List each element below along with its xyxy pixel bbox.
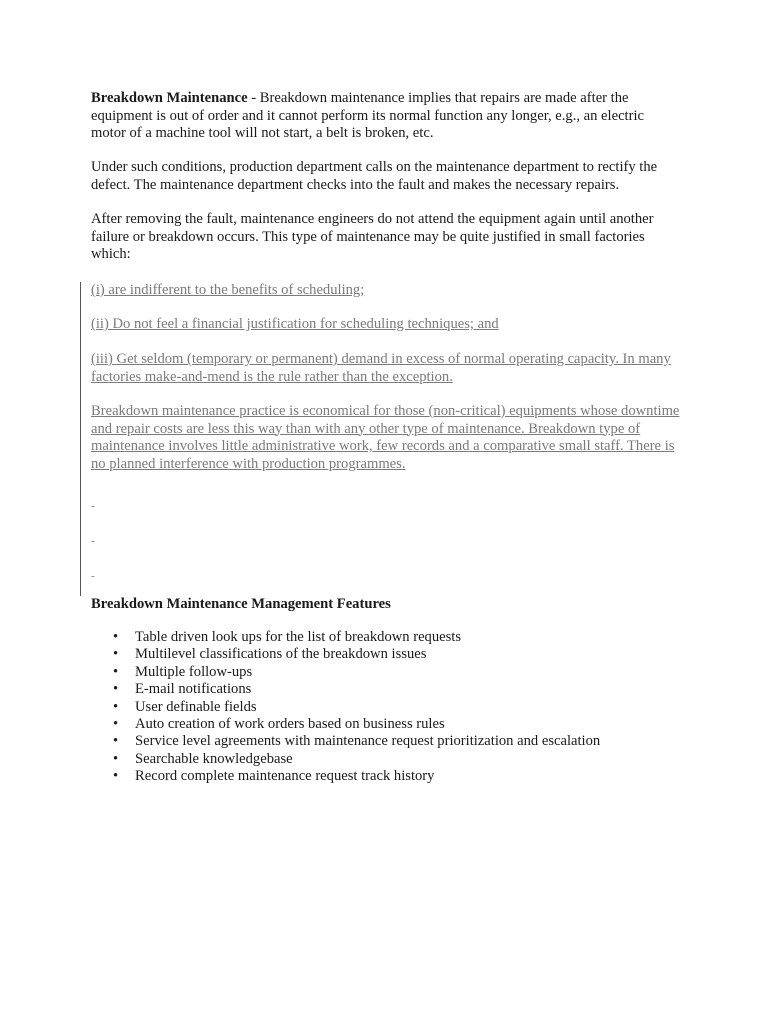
tracked-dash-3: - [91,570,95,582]
feature-item [91,699,600,716]
feature-item [91,751,600,768]
feature-item [91,629,600,646]
bullet-icon: • [113,733,119,750]
tracked-item-1: (i) are indifferent to the benefits of scheduling; [91,282,365,298]
bullet-icon: • [113,768,119,785]
bullet-icon: • [113,750,119,767]
feature-item [91,716,600,733]
bullet-icon: • [113,663,119,680]
feature-item [91,733,600,750]
feature-text: E-mail notifications [135,681,252,698]
feature-item [91,681,600,698]
feature-item [91,768,600,785]
feature-text: Searchable knowledgebase [135,750,293,767]
feature-item [91,664,600,681]
revision-change-bar [80,282,81,596]
feature-item [91,646,600,663]
bullet-icon: • [113,698,119,715]
bullet-icon: • [113,629,119,645]
intro-definition: - Breakdown maintenance implies that repairs are made after the equipment is out of order and it cannot perform its normal function any longer, e.g., an electric motor of a machine tool will not start, a belt is broken, etc. [91,90,644,141]
features-heading: Breakdown Maintenance Management Features [91,596,391,612]
bullet-icon: • [113,646,119,663]
tracked-item-3: (iii) Get seldom (temporary or permanent) demand in excess of normal operating capacity. In many factories make-and-mend is the rule rather than the exception. [91,351,671,385]
feature-text: Multiple follow-ups [135,663,253,680]
feature-text: Service level agreements with maintenance request prioritization and escalation [135,733,601,750]
feature-text: User definable fields [135,698,257,715]
feature-text: Record complete maintenance request track history [135,768,435,785]
bullet-icon: • [113,715,119,732]
conditions-paragraph: Under such conditions, production department calls on the maintenance department to rectify the defect. The maintenance department checks into the fault and makes the necessary repairs. [91,159,658,193]
feature-text: Auto creation of work orders based on business rules [135,715,445,732]
tracked-economy-paragraph: Breakdown maintenance practice is economical for those (non-critical) equipments whose downtime and repair costs are less this way than with any other type of maintenance. Breakdown type of maintenance involves little administrative work, few records and a comparative small staff. There is no planned interference with production programmes. [91,403,680,472]
intro-paragraph [91,90,681,143]
after-fault-paragraph: After removing the fault, maintenance engineers do not attend the equipment again until another failure or breakdown occurs. This type of maintenance may be quite justified in small factories which: [91,211,654,262]
tracked-dash-2: - [91,535,95,547]
feature-text: Multilevel classifications of the breakdown issues [135,646,427,663]
features-list [91,629,600,786]
bullet-icon: • [113,681,119,698]
intro-term: Breakdown Maintenance [91,90,248,106]
feature-text: Table driven look ups for the list of breakdown requests [135,629,462,645]
tracked-dash-1: - [91,500,95,512]
tracked-item-2: (ii) Do not feel a financial justification for scheduling techniques; and [91,316,499,332]
